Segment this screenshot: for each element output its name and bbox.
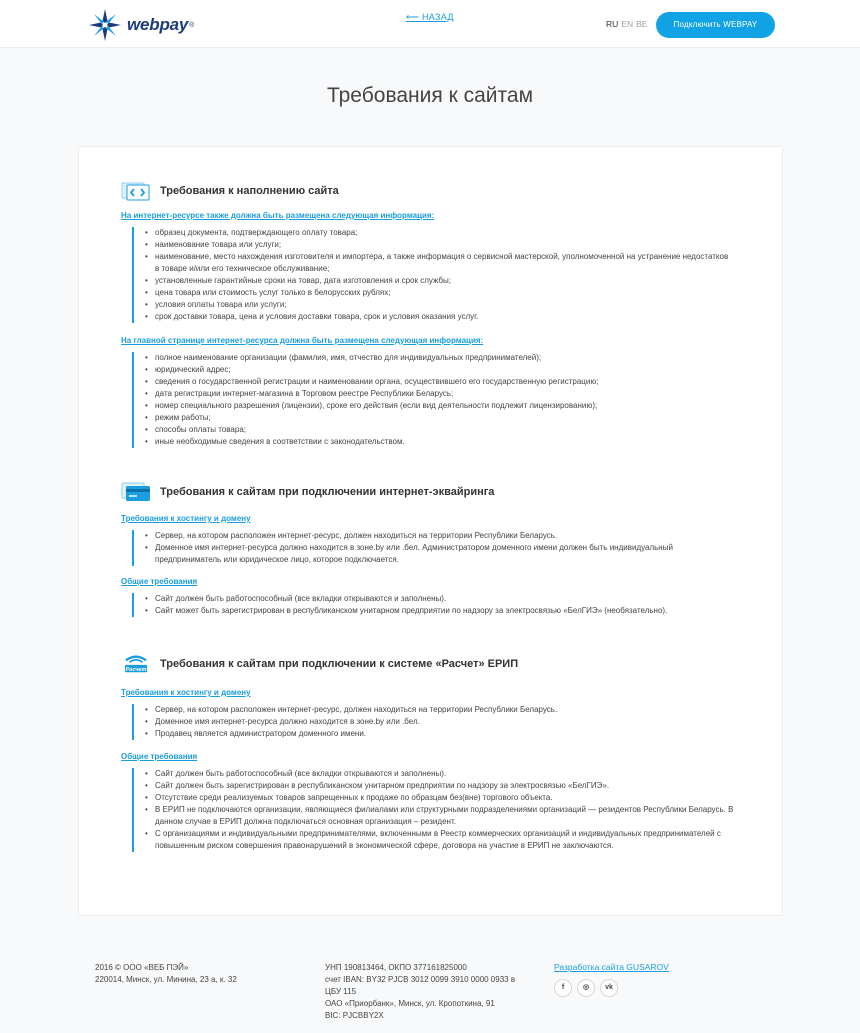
site-header bbox=[0, 0, 860, 48]
list-item: • Продавец является администратором доменного имени. bbox=[145, 728, 732, 740]
list-item: • наименование, место нахождения изготовителя и импортера, а также информация о сервисной мастерской, уполномоченной на устранение недостатков в товаре и/или его техническое обслуживание; bbox=[145, 251, 732, 275]
list-item: • В ЕРИП не подключаются организации, являющиеся филиалами или структурными подразделениями организаций — резидентов Республики Беларусь. В данном случае в ЕРИП должна подключаться основная организация – резидент. bbox=[145, 804, 742, 828]
list-item: • Сайт должен быть работоспособный (все вкладки открываются и заполнены). bbox=[145, 593, 732, 605]
list-item: • дата регистрации интернет-магазина в Торговом реестре Республики Беларусь; bbox=[145, 388, 732, 400]
list-item: • Сервер, на котором расположен интернет-ресурс, должен находиться на территории Республики Беларусь. bbox=[145, 704, 732, 716]
list-item: • цена товара или стоимость услуг только в белорусских рублях; bbox=[145, 287, 732, 299]
list-item: • образец документа, подтверждающего оплату товара; bbox=[145, 227, 732, 239]
list-item: • сведения о государственной регистрации и наименовании органа, осуществившего его государственную регистрацию; bbox=[145, 376, 732, 388]
section-erip-requirements bbox=[121, 653, 518, 675]
bullet-list bbox=[132, 530, 732, 566]
section-title: Требования к сайтам при подключении интернет-эквайринга bbox=[160, 486, 495, 498]
list-item: • наименование товара или услуги; bbox=[145, 239, 732, 251]
webpay-star-icon bbox=[87, 8, 123, 42]
vk-icon[interactable]: vk bbox=[600, 979, 618, 997]
footer-iban: счет IBAN: BY32 PJCB 3012 0099 3910 0000 0933 в bbox=[325, 975, 516, 984]
developer-link[interactable]: Разработка сайта GUSAROV bbox=[554, 962, 669, 972]
list-item: • Сайт должен быть зарегистрирован в республиканском унитарном предприятии по надзору за электросвязью «БелГИЭ». bbox=[145, 780, 742, 792]
lang-ru[interactable]: RU bbox=[606, 19, 619, 29]
footer-bank: ОАО «Приорбанк», Минск, ул. Кропоткина, 91 bbox=[325, 999, 495, 1008]
raschet-logo-icon bbox=[121, 653, 151, 675]
instagram-icon[interactable]: ◎ bbox=[577, 979, 595, 997]
subheading-link[interactable]: На интернет-ресурсе также должна быть размещена следующая информация: bbox=[121, 211, 435, 220]
list-item: • Доменное имя интернет-ресурса должно находится в зоне.by или .бел. Администратором доменного имени должен быть индивидуальный предприниматель или юридическое лицо, которое подключается. bbox=[145, 542, 732, 566]
section-acquiring-requirements bbox=[121, 481, 494, 503]
list-item: • номер специального разрешения (лицензии), сроке его действия (если вид деятельности подлежит лицензированию); bbox=[145, 400, 732, 412]
footer-unp: УНП 190813464, ОКПО 377161825000 bbox=[325, 963, 467, 972]
list-item: • юридический адрес; bbox=[145, 364, 732, 376]
lang-en[interactable]: EN bbox=[621, 19, 634, 29]
subheading-link[interactable]: Общие требования bbox=[121, 752, 198, 761]
webpay-logo[interactable] bbox=[87, 8, 194, 42]
language-switcher bbox=[606, 19, 647, 29]
bullet-list bbox=[132, 227, 732, 323]
requirements-card bbox=[78, 146, 783, 916]
footer-address: 220014, Минск, ул. Минина, 23 а, к. 32 bbox=[95, 975, 237, 984]
list-item: • условия оплаты товара или услуги; bbox=[145, 299, 732, 311]
credit-card-icon bbox=[121, 481, 151, 503]
list-item: • способы оплаты товара; bbox=[145, 424, 732, 436]
list-item: • Сервер, на котором расположен интернет-ресурс, должен находиться на территории Республики Беларусь. bbox=[145, 530, 732, 542]
footer-cbu: ЦБУ 115 bbox=[325, 987, 357, 996]
list-item: • срок доставки товара, цена и условия доставки товара, срок и условия оказания услуг. bbox=[145, 311, 732, 323]
footer-requisites bbox=[325, 962, 530, 1022]
bullet-list bbox=[132, 352, 732, 448]
code-window-icon bbox=[121, 180, 151, 202]
section-title: Требования к сайтам при подключении к системе «Расчет» ЕРИП bbox=[160, 658, 519, 670]
section-content-requirements bbox=[121, 180, 339, 202]
list-item: • Отсутствие среди реализуемых товаров запрещенных к продаже по образцам без(вне) торгового объекта. bbox=[145, 792, 742, 804]
subheading-link[interactable]: Требования к хостингу и домену bbox=[121, 514, 251, 523]
list-item: • установленные гарантийные сроки на товар, дата изготовления и срок службы; bbox=[145, 275, 732, 287]
facebook-icon[interactable]: f bbox=[554, 979, 572, 997]
lang-be[interactable]: BE bbox=[636, 19, 648, 29]
list-item: • полное наименование организации (фамилия, имя, отчество для индивидуальных предпринимателей); bbox=[145, 352, 732, 364]
raschet-logo-text: Расчет bbox=[125, 666, 147, 673]
footer-copyright: 2016 © ООО «ВЕБ ПЭЙ» bbox=[95, 963, 189, 972]
logo-registered-mark: ® bbox=[189, 21, 195, 29]
list-item: • Доменное имя интернет-ресурса должно находится в зоне.by или .бел. bbox=[145, 716, 732, 728]
list-item: • Сайт должен быть работоспособный (все вкладки открываются и заполнены). bbox=[145, 768, 742, 780]
list-item: • С организациями и индивидуальными предпринимателями, включенными в Реестр коммерческих организаций и индивидуальных предпринимателей с повышенным риском совершения правонарушений в экономической сфере, договора на участие в ЕРИП не заключаются. bbox=[145, 828, 742, 852]
subheading-link[interactable]: Общие требования bbox=[121, 577, 198, 586]
logo-wordmark: webpay bbox=[127, 15, 189, 34]
subheading-link[interactable]: Требования к хостингу и домену bbox=[121, 688, 251, 697]
subheading-link[interactable]: На главной странице интернет-ресурса должна быть размещена следующая информация: bbox=[121, 336, 484, 345]
page-title: Требования к сайтам bbox=[326, 84, 534, 107]
footer-company bbox=[95, 962, 295, 986]
bullet-list bbox=[132, 704, 732, 740]
section-title: Требования к наполнению сайта bbox=[160, 185, 339, 197]
list-item: • иные необходимые сведения в соответствии с законодательством. bbox=[145, 436, 732, 448]
bullet-list bbox=[132, 593, 732, 617]
bullet-list bbox=[132, 768, 742, 852]
back-link[interactable]: ⟵ НАЗАД bbox=[406, 12, 454, 22]
connect-webpay-button[interactable]: Подключить WEBPAY bbox=[656, 12, 775, 38]
list-item: • Сайт может быть зарегистрирован в республиканском унитарном предприятии по надзору за электросвязью «БелГИЭ» (необязательно). bbox=[145, 605, 732, 617]
list-item: • режим работы; bbox=[145, 412, 732, 424]
footer-bic: BIC: PJCBBY2X bbox=[325, 1011, 384, 1020]
